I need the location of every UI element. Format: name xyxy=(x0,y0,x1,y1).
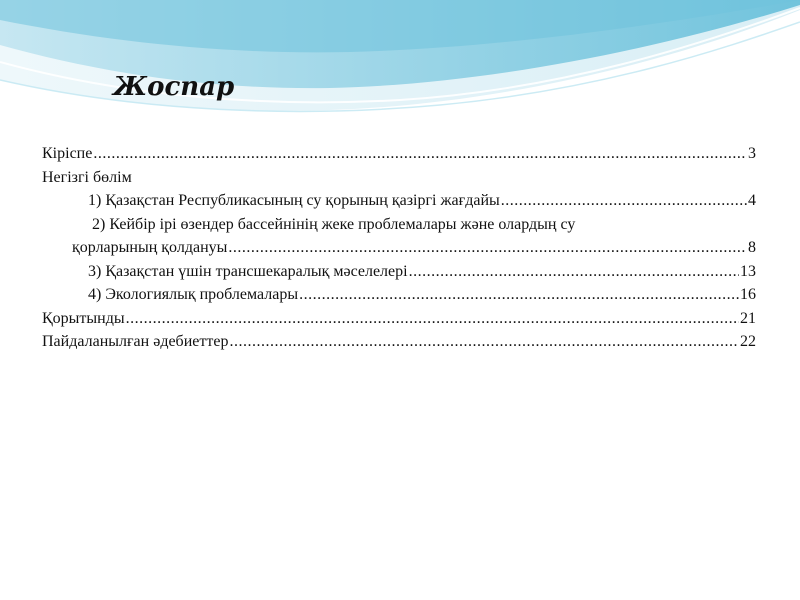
toc-entry-item3 xyxy=(42,260,756,284)
toc-entry-item2-line1: 2) Кейбір ірі өзендер бассейнінің жеке проблемалары және олардың су xyxy=(92,215,576,233)
toc-page: 3 xyxy=(748,145,756,162)
toc-label: 4) Экологиялық проблемалары xyxy=(88,286,299,303)
toc-label: 1) Қазақстан Республикасының су қорының қазіргі жағдайы xyxy=(88,192,500,209)
toc-page: 4 xyxy=(748,192,756,209)
toc-page: 22 xyxy=(740,333,756,350)
toc-label: Кіріспе xyxy=(42,145,93,162)
toc-page: 16 xyxy=(740,286,756,303)
table-of-contents xyxy=(42,142,756,354)
toc-label: Қорытынды xyxy=(42,309,125,327)
toc-leader xyxy=(299,283,739,307)
toc-label: қорларының қолдануы xyxy=(72,239,228,256)
toc-leader xyxy=(126,307,739,331)
toc-page: 13 xyxy=(740,262,756,280)
toc-page: 8 xyxy=(748,239,756,256)
toc-entry-conclusion xyxy=(42,307,756,331)
toc-leader xyxy=(501,189,747,213)
toc-page: 21 xyxy=(740,309,756,327)
toc-leader xyxy=(228,236,747,260)
toc-entry-item2-line2 xyxy=(42,236,756,260)
toc-leader xyxy=(93,142,747,166)
toc-entry-item1 xyxy=(42,189,756,213)
toc-label: 3) Қазақстан үшін трансшекаралық мәселелері xyxy=(88,262,408,280)
slide-title: Жоспар xyxy=(113,72,235,102)
toc-entry-item4 xyxy=(42,283,756,307)
toc-label: Пайдаланылған әдебиеттер xyxy=(42,333,229,350)
toc-entry-intro xyxy=(42,142,756,166)
toc-leader xyxy=(229,330,739,354)
toc-entry-references xyxy=(42,330,756,354)
toc-section-main: Негізгі бөлім xyxy=(42,168,132,186)
toc-leader xyxy=(409,260,739,284)
